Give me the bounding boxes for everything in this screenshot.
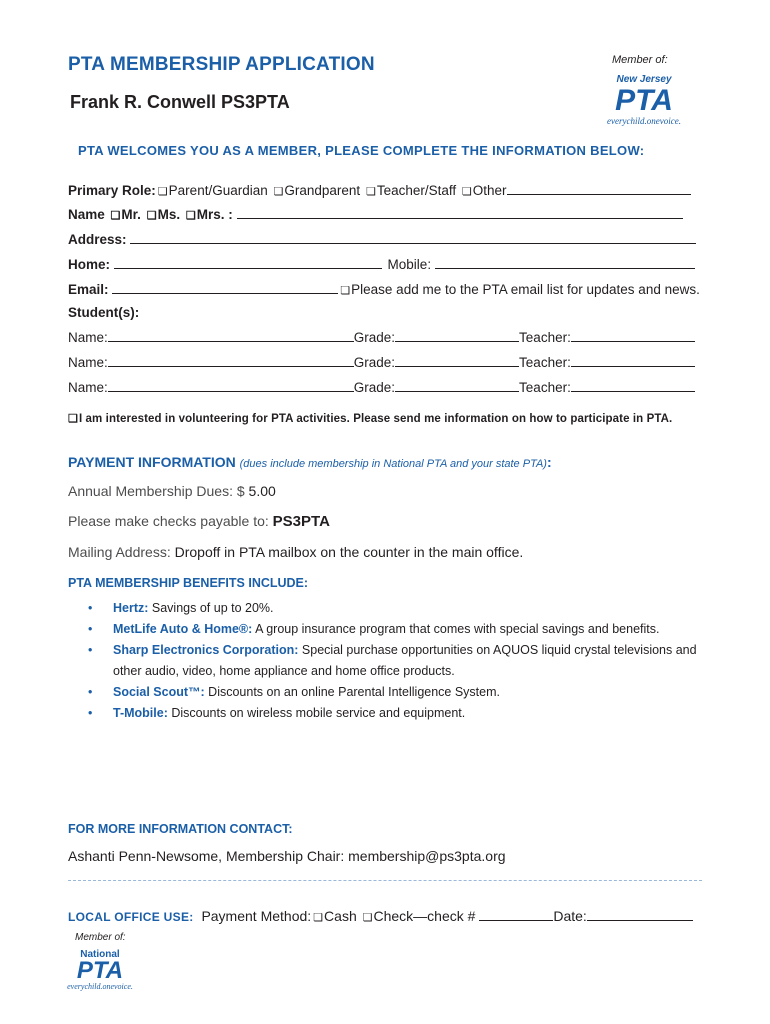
- date-label: Date:: [553, 908, 587, 924]
- students-label: Student(s):: [68, 305, 140, 320]
- email-list-label: Please add me to the PTA email list for updates and news.: [351, 282, 700, 297]
- date-field[interactable]: [587, 908, 693, 921]
- bullet-icon: •: [88, 622, 93, 636]
- student-name-field[interactable]: [108, 329, 354, 342]
- student-grade-field[interactable]: [395, 329, 519, 342]
- check-checkbox[interactable]: ❏: [362, 912, 373, 924]
- school-name: Frank R. Conwell PS3PTA: [70, 92, 290, 112]
- student-name-field[interactable]: [108, 354, 354, 367]
- check-label: Check—check #: [373, 908, 476, 924]
- mailing-row: [68, 544, 523, 560]
- address-row: [68, 231, 696, 248]
- volunteer-checkbox[interactable]: ❏: [68, 413, 78, 425]
- student-teacher-field[interactable]: [571, 329, 695, 342]
- page-title: PTA MEMBERSHIP APPLICATION: [68, 54, 375, 75]
- title-ms-checkbox[interactable]: ❏: [146, 210, 157, 222]
- student-grade-field[interactable]: [395, 379, 519, 392]
- mailing-value: Dropoff in PTA mailbox on the counter in the main office.: [174, 544, 524, 560]
- cash-checkbox[interactable]: ❏: [313, 912, 324, 924]
- name-field[interactable]: [237, 206, 683, 219]
- title-mr-label: Mr.: [121, 207, 141, 222]
- list-item: [88, 682, 708, 703]
- logo-state-text: New Jersey: [616, 74, 672, 85]
- benefit-text: Savings of up to 20%.: [148, 601, 274, 615]
- bullet-icon: •: [88, 601, 93, 615]
- student-row: [68, 329, 695, 346]
- student-grade-label: Grade:: [353, 380, 396, 395]
- payable-value: PS3PTA: [272, 513, 330, 530]
- address-field[interactable]: [130, 231, 696, 244]
- check-number-field[interactable]: [479, 908, 553, 921]
- student-teacher-field[interactable]: [571, 354, 695, 367]
- phone-row: [68, 256, 695, 273]
- role-parent-label: Parent/Guardian: [168, 183, 268, 198]
- cash-label: Cash: [324, 908, 357, 924]
- benefit-text: Special purchase opportunities on AQUOS liquid crystal televisions and other audio, video, home appliance and home office products.: [113, 643, 697, 678]
- student-row: [68, 379, 695, 396]
- mobile-label: Mobile:: [387, 257, 432, 272]
- student-grade-label: Grade:: [353, 330, 396, 345]
- benefits-heading: PTA MEMBERSHIP BENEFITS INCLUDE:: [68, 576, 309, 590]
- role-teacher-checkbox[interactable]: ❏: [365, 186, 376, 198]
- payable-row: [68, 513, 330, 530]
- student-name-label: Name:: [68, 380, 108, 395]
- student-teacher-label: Teacher:: [519, 380, 571, 395]
- email-field[interactable]: [112, 281, 338, 294]
- payment-method-label: Payment Method:: [201, 908, 312, 924]
- dues-value: 5.00: [248, 483, 276, 499]
- address-label: Address:: [68, 232, 127, 247]
- primary-role-row: [68, 182, 691, 200]
- benefit-name: MetLife Auto & Home®:: [113, 622, 253, 636]
- email-list-checkbox[interactable]: ❏: [340, 285, 351, 297]
- student-name-label: Name:: [68, 355, 108, 370]
- student-teacher-field[interactable]: [571, 379, 695, 392]
- logo-national-text: National: [80, 949, 120, 960]
- local-office-heading: LOCAL OFFICE USE:: [68, 910, 194, 924]
- benefit-text: Discounts on wireless mobile service and equipment.: [167, 706, 466, 720]
- divider: [68, 880, 702, 881]
- role-other-label: Other: [472, 183, 507, 198]
- title-mrs-label: Mrs. :: [196, 207, 233, 222]
- role-parent-checkbox[interactable]: ❏: [157, 186, 168, 198]
- list-item: [88, 703, 708, 724]
- dues-label: Annual Membership Dues: $: [68, 483, 245, 499]
- bullet-icon: •: [88, 643, 93, 657]
- list-item: [88, 640, 708, 682]
- local-office-row: [68, 908, 693, 924]
- role-teacher-label: Teacher/Staff: [376, 183, 457, 198]
- member-of-label: Member of:: [612, 54, 668, 66]
- home-label: Home:: [68, 257, 111, 272]
- title-mr-checkbox[interactable]: ❏: [110, 210, 121, 222]
- volunteer-row: [68, 412, 672, 425]
- dues-row: [68, 483, 276, 499]
- payment-heading-colon: :: [546, 454, 552, 470]
- role-grandparent-label: Grandparent: [284, 183, 361, 198]
- national-pta-logo: [60, 946, 144, 992]
- benefit-text: A group insurance program that comes with special savings and benefits.: [252, 622, 660, 636]
- list-item: [88, 619, 708, 640]
- title-ms-label: Ms.: [157, 207, 181, 222]
- role-grandparent-checkbox[interactable]: ❏: [273, 186, 284, 198]
- list-item: [88, 598, 708, 619]
- student-name-label: Name:: [68, 330, 108, 345]
- volunteer-label: I am interested in volunteering for PTA activities. Please send me information on how to participate in PTA.: [78, 413, 673, 425]
- logo-pta-text: PTA: [76, 957, 124, 984]
- logo-tagline-text: everychild.onevoice.: [607, 116, 681, 126]
- benefit-name: T-Mobile:: [113, 706, 168, 720]
- benefit-name: Hertz:: [113, 601, 149, 615]
- role-other-checkbox[interactable]: ❏: [461, 186, 472, 198]
- benefit-text: Discounts on an online Parental Intelligence System.: [204, 685, 500, 699]
- student-name-field[interactable]: [108, 379, 354, 392]
- role-other-field[interactable]: [507, 182, 691, 195]
- student-grade-label: Grade:: [353, 355, 396, 370]
- name-row: [68, 206, 683, 224]
- student-teacher-label: Teacher:: [519, 355, 571, 370]
- email-row: [68, 281, 700, 299]
- contact-text: Ashanti Penn-Newsome, Membership Chair: membership@ps3pta.org: [68, 848, 506, 864]
- footer-member-of-label: Member of:: [75, 932, 126, 943]
- bullet-icon: •: [88, 685, 93, 699]
- student-row: [68, 354, 695, 371]
- welcome-heading: PTA WELCOMES YOU AS A MEMBER, PLEASE COMPLETE THE INFORMATION BELOW:: [78, 143, 645, 158]
- email-label: Email:: [68, 282, 109, 297]
- payment-heading-text: PAYMENT INFORMATION: [68, 454, 236, 470]
- mailing-label: Mailing Address:: [68, 544, 171, 560]
- benefit-name: Sharp Electronics Corporation:: [113, 643, 299, 657]
- benefits-list: [88, 598, 708, 724]
- benefit-name: Social Scout™:: [113, 685, 205, 699]
- nj-pta-logo: [594, 70, 694, 130]
- payable-label: Please make checks payable to:: [68, 513, 269, 529]
- payment-heading: [68, 454, 552, 470]
- home-phone-field[interactable]: [114, 256, 382, 269]
- bullet-icon: •: [88, 706, 93, 720]
- payment-note: (dues include membership in National PTA and your state PTA): [239, 458, 547, 470]
- title-mrs-checkbox[interactable]: ❏: [185, 210, 196, 222]
- primary-role-label: Primary Role:: [68, 183, 156, 198]
- name-label: Name: [68, 207, 105, 222]
- student-grade-field[interactable]: [395, 354, 519, 367]
- mobile-phone-field[interactable]: [435, 256, 695, 269]
- logo-tagline-text: everychild.onevoice.: [67, 982, 133, 991]
- contact-heading: FOR MORE INFORMATION CONTACT:: [68, 822, 293, 836]
- logo-pta-text: PTA: [615, 84, 673, 117]
- student-teacher-label: Teacher:: [519, 330, 571, 345]
